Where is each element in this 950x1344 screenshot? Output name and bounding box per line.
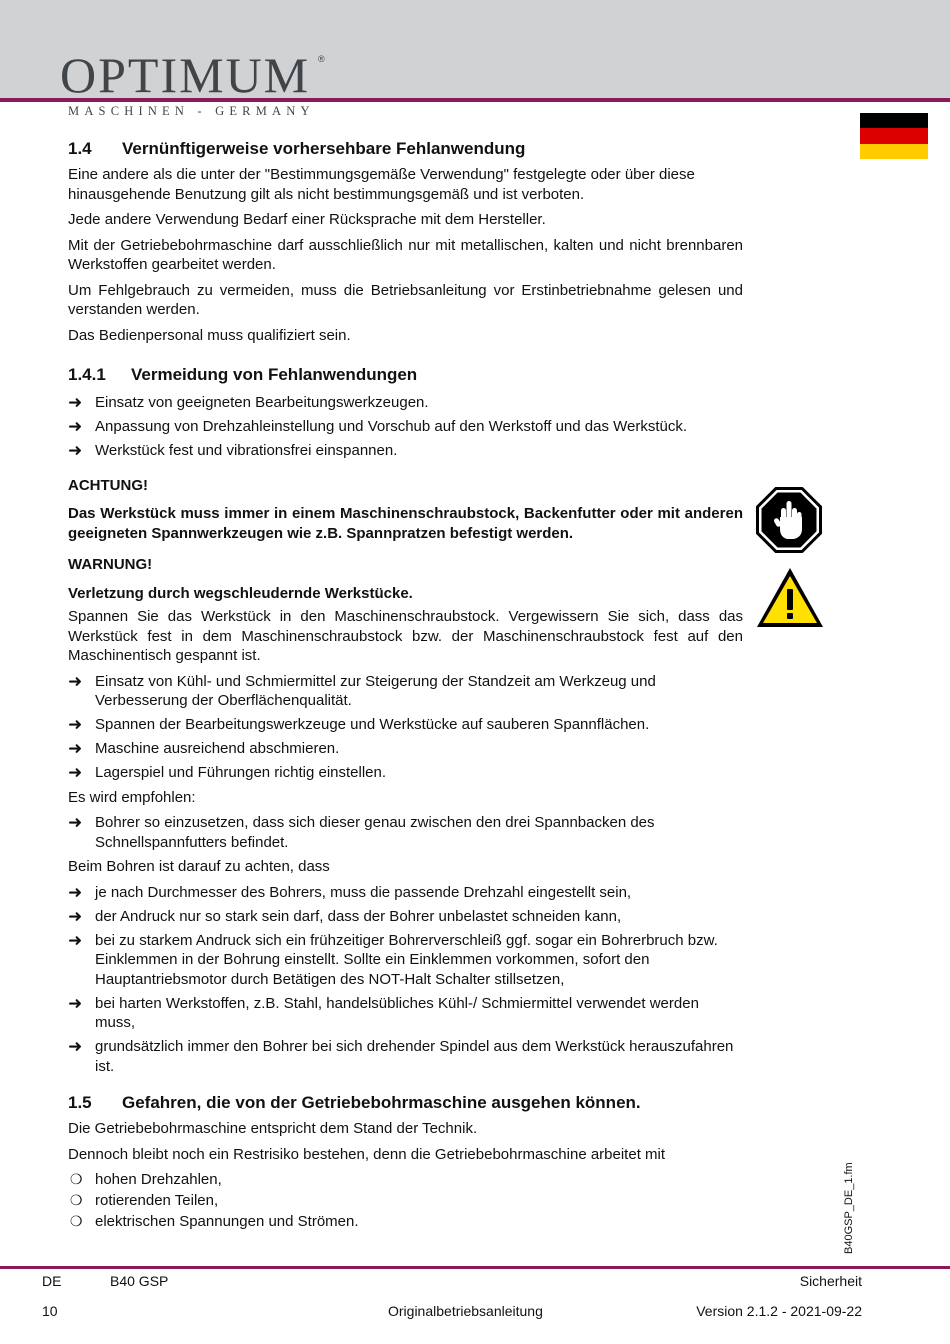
warnung-label: WARNUNG! (68, 556, 153, 573)
logo-registered-mark: ® (318, 54, 325, 64)
arrow-icon: ➜ (68, 393, 83, 412)
page-number: 10 (42, 1303, 58, 1319)
section-heading-1-4 (68, 139, 743, 159)
section-heading-1-5 (68, 1093, 743, 1113)
circle-bullet-icon: ❍ (70, 1171, 83, 1187)
flag-stripe-gold (860, 144, 928, 159)
list-item: ➜ je nach Durchmesser des Bohrers, muss die passende Drehzahl eingestellt sein, (68, 882, 632, 902)
list-item: ➜ Spannen der Bearbeitungswerkzeuge und Werkstücke auf sauberen Spannflächen. (68, 715, 650, 734)
arrow-icon: ➜ (68, 763, 83, 782)
stop-hand-icon (756, 487, 822, 553)
logo: OPTIMUM (60, 47, 311, 103)
footer-model: B40 GSP (110, 1273, 169, 1289)
list-item: ➜ der Andruck nur so stark sein darf, dass der Bohrer unbelastet schneiden kann, (68, 906, 622, 926)
section-title: Vernünftigerweise vorhersehbare Fehlanwendung (122, 139, 526, 158)
arrow-icon: ➜ (68, 739, 83, 758)
list-item: ➜ grundsätzlich immer den Bohrer bei sich drehender Spindel aus dem Werkstück herauszufahren ist. (68, 1037, 734, 1075)
warnung-text: Spannen Sie das Werkstück in den Maschinenschraubstock. Vergewissern Sie sich, dass das Werkstück fest in dem Maschinenschraubstock bzw. der Maschinenschraubstock fest auf den Maschinentisch gespannt ist. (68, 608, 743, 664)
paragraph: Mit der Getriebebohrmaschine darf ausschließlich nur mit metallischen, kalten und nicht brennbaren Werkstoffen gearbeitet werden. (68, 236, 743, 273)
footer-document: Originalbetriebsanleitung (388, 1303, 543, 1319)
paragraph: Dennoch bleibt noch ein Restrisiko bestehen, denn die Getriebebohrmaschine arbeitet mit (68, 1145, 666, 1163)
achtung-text: Das Werkstück muss immer in einem Maschinenschraubstock, Backenfutter oder mit anderen geeigneten Spannwerkzeugen wie z.B. Spannpratzen befestigt werden. (68, 505, 743, 542)
list-item: ➜ Werkstück fest und vibrationsfrei einspannen. (68, 441, 398, 460)
circle-bullet-icon: ❍ (70, 1213, 83, 1229)
file-code: B40GSP_DE_1.fm (843, 1162, 855, 1254)
paragraph: Es wird empfohlen: (68, 788, 196, 806)
list-item: ➜ Einsatz von Kühl- und Schmiermittel zur Steigerung der Standzeit am Werkzeug und Verbesserung der Oberflächenqualität. (68, 671, 656, 709)
list-item: ➜ Einsatz von geeigneten Bearbeitungswerkzeugen. (68, 393, 429, 412)
circle-bullet-icon: ❍ (70, 1192, 83, 1208)
section-number: 1.4.1 (68, 365, 106, 384)
german-flag-icon (860, 113, 928, 159)
footer-language: DE (42, 1273, 62, 1289)
list-item: ➜ bei harten Werkstoffen, z.B. Stahl, handelsübliches Kühl-/ Schmiermittel verwendet werden muss, (68, 993, 699, 1031)
section-title: Gefahren, die von der Getriebebohrmaschine ausgehen können. (122, 1093, 641, 1112)
arrow-icon: ➜ (68, 930, 83, 950)
list-item: ➜ Anpassung von Drehzahleinstellung und Vorschub auf den Werkstoff und das Werkstück. (68, 417, 688, 436)
logo-tagline: MASCHINEN - GERMANY (68, 104, 315, 118)
section-title: Vermeidung von Fehlanwendungen (131, 365, 418, 384)
footer-divider (0, 1266, 950, 1269)
flag-stripe-black (860, 113, 928, 128)
arrow-icon: ➜ (68, 993, 83, 1013)
arrow-icon: ➜ (68, 813, 83, 832)
arrow-icon: ➜ (68, 671, 83, 691)
paragraph: Das Bedienpersonal muss qualifiziert sein. (68, 326, 351, 344)
flag-stripe-red (860, 128, 928, 143)
document-body (68, 139, 743, 1237)
arrow-icon: ➜ (68, 417, 83, 436)
paragraph: Um Fehlgebrauch zu vermeiden, muss die Betriebsanleitung vor Erstinbetriebnahme gelesen und verstanden werden. (68, 281, 743, 318)
footer-section: Sicherheit (799, 1273, 862, 1289)
achtung-label: ACHTUNG! (68, 476, 148, 494)
paragraph: Die Getriebebohrmaschine entspricht dem Stand der Technik. (68, 1120, 478, 1137)
list-item: ➜ Maschine ausreichend abschmieren. (68, 739, 340, 758)
section-heading-1-4-1 (68, 365, 743, 385)
bullet-list (68, 813, 743, 852)
arrow-icon: ➜ (68, 1037, 83, 1056)
arrow-icon: ➜ (68, 882, 83, 902)
list-item: ➜ bei zu starkem Andruck sich ein frühzeitiger Bohrerverschleiß ggf. sogar ein Bohrerbruch bzw. Einklemmen in der Bohrung einstellt. Sollte ein Einklemmen vorkommen, sofort den Hauptantriebsmotor durch Betätigen des NOT-Halt Schalter stillsetzen, (68, 930, 718, 988)
paragraph: Eine andere als die unter der "Bestimmungsgemäße Verwendung" festgelegte oder über diese hinausgehende Benutzung gilt als nicht bestimmungsgemäß und ist verboten. (68, 166, 695, 203)
arrow-icon: ➜ (68, 441, 83, 460)
warning-triangle-icon (756, 567, 824, 629)
warnung-title: Verletzung durch wegschleudernde Werkstücke. (68, 584, 413, 602)
section-number: 1.5 (68, 1093, 92, 1112)
circle-list (68, 1170, 743, 1232)
paragraph: Beim Bohren ist darauf zu achten, dass (68, 858, 330, 875)
section-number: 1.4 (68, 139, 92, 158)
arrow-icon: ➜ (68, 906, 83, 926)
footer-version: Version 2.1.2 - 2021-09-22 (696, 1303, 862, 1319)
list-item: ❍ hohen Drehzahlen, (70, 1171, 222, 1188)
paragraph: Jede andere Verwendung Bedarf einer Rücksprache mit dem Hersteller. (68, 211, 546, 228)
bullet-list (68, 672, 743, 783)
list-item: ➜ Bohrer so einzusetzen, dass sich dieser genau zwischen den drei Spannbacken des Schnellspannfutters befindet. (68, 813, 655, 851)
list-item: ➜ Lagerspiel und Führungen richtig einstellen. (68, 763, 387, 782)
list-item: ❍ elektrischen Spannungen und Strömen. (70, 1213, 359, 1230)
list-item: ❍ rotierenden Teilen, (70, 1192, 219, 1209)
bullet-list (68, 393, 743, 461)
bullet-list (68, 883, 743, 1077)
arrow-icon: ➜ (68, 715, 83, 734)
